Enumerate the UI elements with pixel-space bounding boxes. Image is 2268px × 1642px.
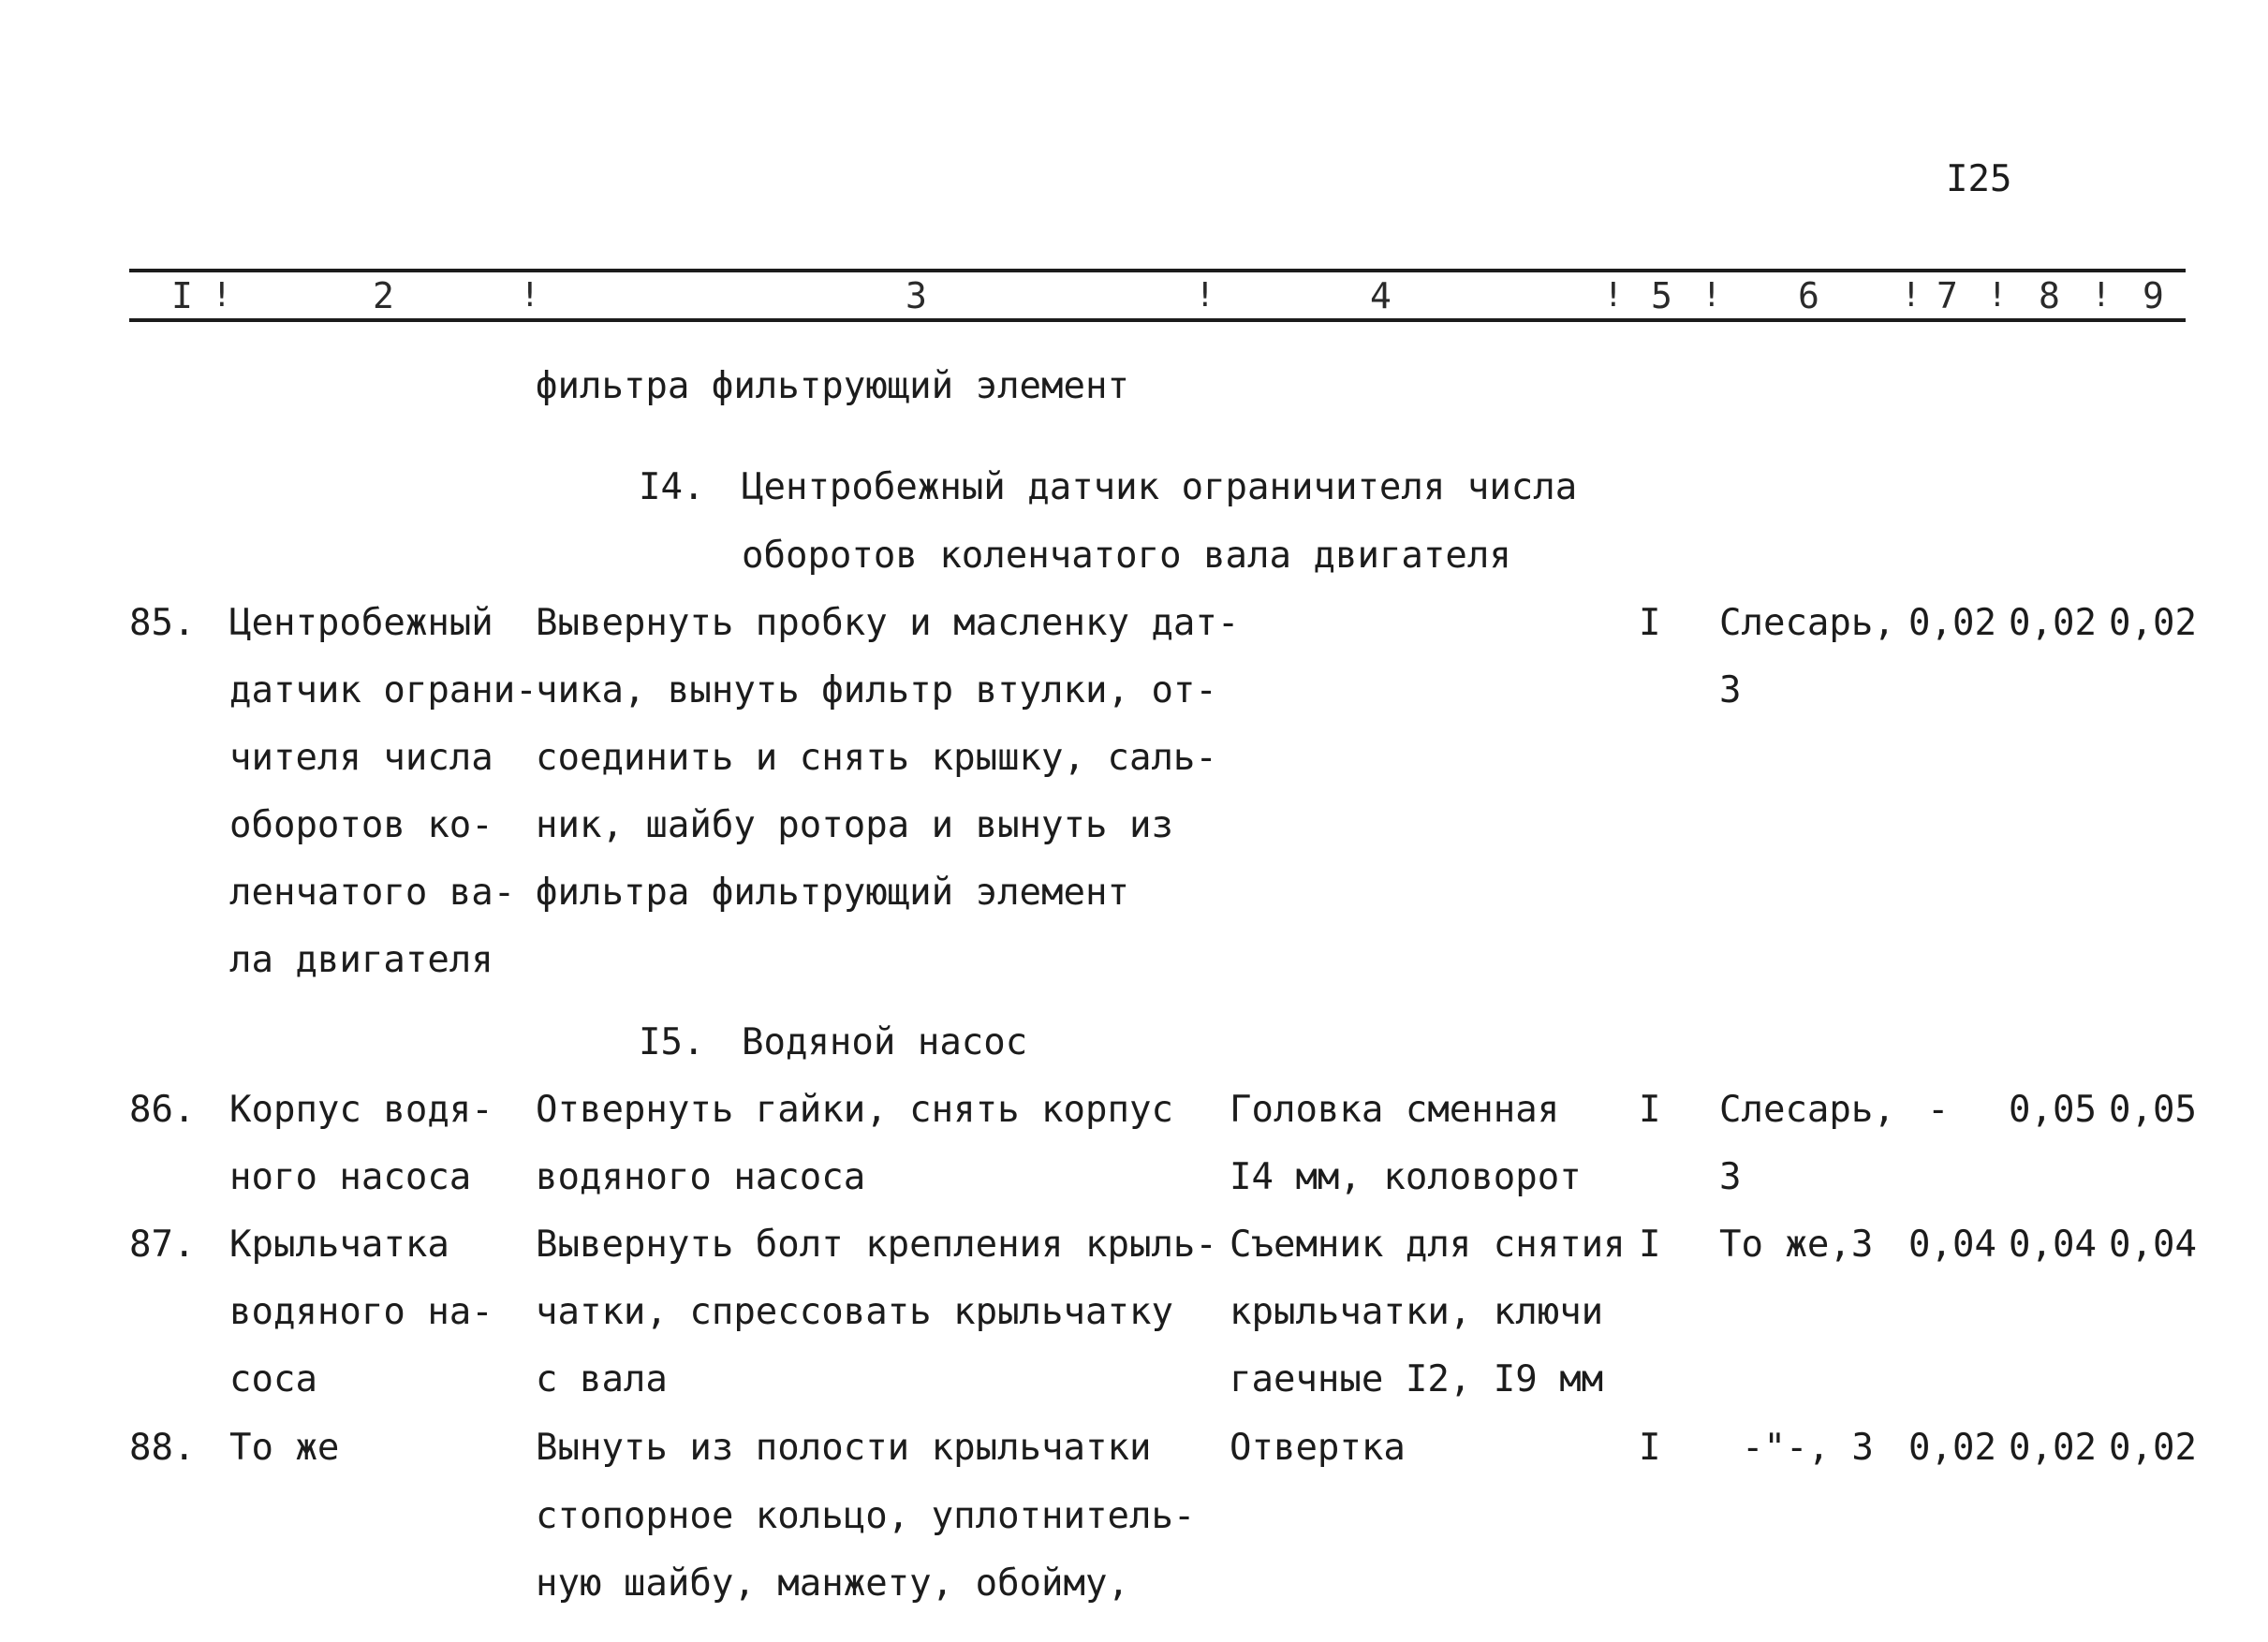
header-col-2: 2	[373, 275, 394, 316]
part-name: Крыльчатка	[229, 1224, 449, 1266]
header-col-5: 5	[1651, 275, 1672, 316]
operation-text: ник, шайбу ротора и вынуть из	[536, 804, 1173, 846]
time-cell-9: 0,04	[2109, 1224, 2197, 1266]
quantity-cell: I	[1639, 1427, 1661, 1469]
page-number: I25	[1946, 158, 2012, 200]
time-cell-9: 0,02	[2109, 1427, 2197, 1469]
header-col-3: 3	[906, 275, 927, 316]
operation-text: Вынуть из полости крыльчатки	[536, 1427, 1152, 1469]
header-col-9: 9	[2143, 275, 2164, 316]
tool-text: гаечные I2, I9 мм	[1230, 1358, 1604, 1400]
part-name: ного насоса	[229, 1156, 472, 1198]
header-col-7: 7	[1937, 275, 1958, 316]
row-number: 87.	[129, 1224, 196, 1266]
operation-text: с вала	[536, 1358, 668, 1400]
operation-text: стопорное кольцо, уплотнитель-	[536, 1495, 1196, 1537]
tool-text: Съемник для снятия	[1230, 1224, 1626, 1266]
part-name: водяного на-	[229, 1291, 493, 1333]
time-cell-7: 0,04	[1908, 1224, 1996, 1266]
operation-text: Отвернуть гайки, снять корпус	[536, 1089, 1173, 1131]
row-number: 85.	[129, 602, 196, 644]
header-col-6: 6	[1798, 275, 1819, 316]
time-cell-7: -	[1927, 1089, 1950, 1131]
header-separator: !	[1701, 276, 1722, 315]
operation-text: соединить и снять крышку, саль-	[536, 737, 1217, 779]
header-bottom-rule	[129, 318, 2186, 322]
header-col-4: 4	[1370, 275, 1392, 316]
part-name: ленчатого ва-	[229, 872, 516, 914]
time-cell-8: 0,04	[2009, 1224, 2097, 1266]
worker-cell: 3	[1719, 1156, 1742, 1198]
time-cell-9: 0,02	[2109, 602, 2197, 644]
header-separator: !	[2091, 276, 2112, 315]
operation-text: водяного насоса	[536, 1156, 866, 1198]
section-title: оборотов коленчатого вала двигателя	[742, 535, 1511, 577]
part-name: ла двигателя	[229, 939, 493, 981]
part-name: Центробежный	[229, 602, 493, 644]
worker-cell: Слесарь,	[1719, 1089, 1895, 1131]
time-cell-7: 0,02	[1908, 602, 1996, 644]
header-separator: !	[1603, 276, 1624, 315]
time-cell-8: 0,02	[2009, 1427, 2097, 1469]
operation-text: Вывернуть болт крепления крыль-	[536, 1224, 1217, 1266]
tool-text: Головка сменная	[1230, 1089, 1560, 1131]
section-title: Водяной насос	[742, 1021, 1028, 1063]
section-title: Центробежный датчик ограничителя числа	[742, 466, 1578, 508]
part-name: Корпус водя-	[229, 1089, 493, 1131]
header-top-rule	[129, 269, 2186, 272]
operation-text: Вывернуть пробку и масленку дат-	[536, 602, 1240, 644]
tool-text: I4 мм, коловорот	[1230, 1156, 1582, 1198]
part-name: соса	[229, 1358, 317, 1400]
part-name: чителя числа	[229, 737, 493, 779]
header-separator: !	[520, 276, 540, 315]
section-number: I5.	[639, 1021, 705, 1063]
section-number: I4.	[639, 466, 705, 508]
time-cell-7: 0,02	[1908, 1427, 1996, 1469]
quantity-cell: I	[1639, 1089, 1661, 1131]
part-name: датчик ограни-	[229, 669, 538, 711]
operation-text: фильтра фильтрующий элемент	[536, 872, 1129, 914]
time-cell-8: 0,05	[2009, 1089, 2097, 1131]
header-separator: !	[1901, 276, 1922, 315]
continuation-text: фильтра фильтрующий элемент	[536, 365, 1129, 407]
row-number: 88.	[129, 1427, 196, 1469]
row-number: 86.	[129, 1089, 196, 1131]
operation-text: чика, вынуть фильтр втулки, от-	[536, 669, 1217, 711]
tool-text: Отвертка	[1230, 1427, 1406, 1469]
worker-cell: 3	[1719, 669, 1742, 711]
worker-cell: -"-, 3	[1742, 1427, 1874, 1469]
quantity-cell: I	[1639, 602, 1661, 644]
time-cell-8: 0,02	[2009, 602, 2097, 644]
header-col-8: 8	[2039, 275, 2060, 316]
part-name: оборотов ко-	[229, 804, 493, 846]
header-separator: !	[1987, 276, 2008, 315]
worker-cell: То же,3	[1719, 1224, 1874, 1266]
operation-text: ную шайбу, манжету, обойму,	[536, 1562, 1129, 1605]
quantity-cell: I	[1639, 1224, 1661, 1266]
worker-cell: Слесарь,	[1719, 602, 1895, 644]
header-separator: !	[212, 276, 232, 315]
header-separator: !	[1195, 276, 1215, 315]
operation-text: чатки, спрессовать крыльчатку	[536, 1291, 1173, 1333]
tool-text: крыльчатки, ключи	[1230, 1291, 1604, 1333]
part-name: То же	[229, 1427, 340, 1469]
header-col-1: I	[171, 275, 193, 316]
time-cell-9: 0,05	[2109, 1089, 2197, 1131]
